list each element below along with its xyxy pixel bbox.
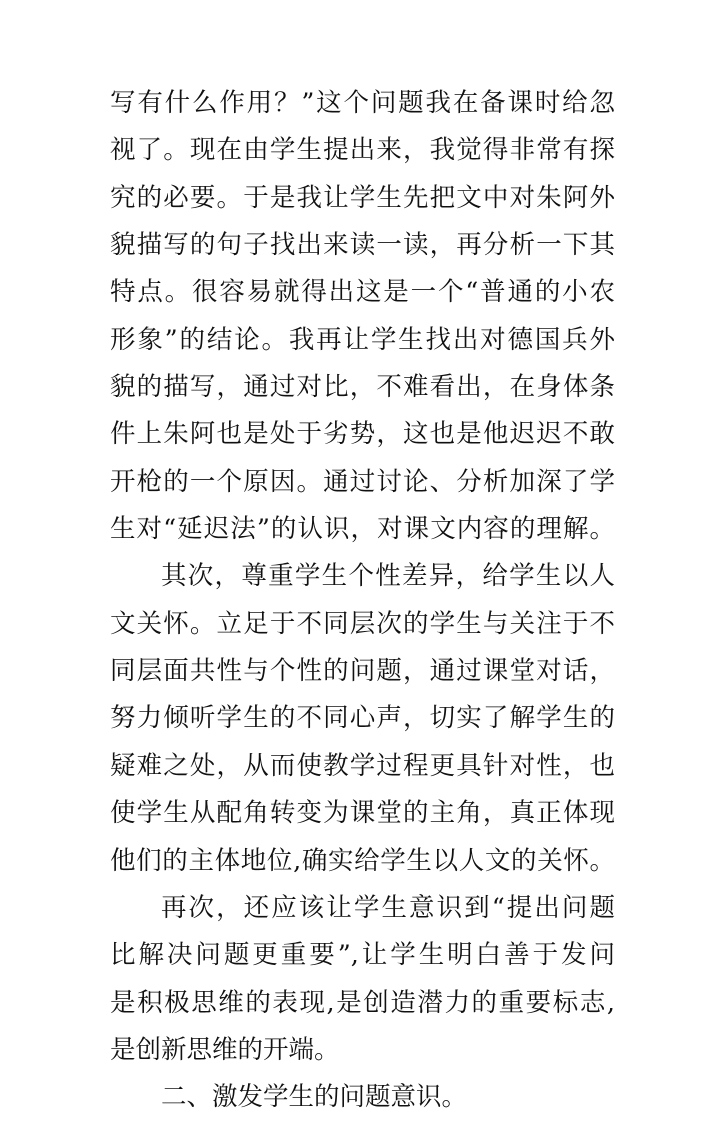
text-line: 开枪的一个原因。通过讨论、分析加深了学: [110, 466, 615, 497]
text-line: 他们的主体地位,确实给学生以人文的关怀。: [110, 845, 615, 876]
text-line: 使学生从配角转变为课堂的主角，真正体现: [110, 798, 615, 829]
text-line: 努力倾听学生的不同心声，切实了解学生的: [110, 703, 615, 734]
text-line: 其次，尊重学生个性差异，给学生以人: [161, 561, 615, 592]
text-line: 形象”的结论。我再让学生找出对德国兵外: [110, 324, 615, 355]
text-line: 是创新思维的开端。: [110, 1034, 340, 1065]
text-line: 究的必要。于是我让学生先把文中对朱阿外: [110, 182, 615, 213]
text-line: 特点。很容易就得出这是一个“普通的小农: [110, 277, 615, 308]
text-line: 比解决问题更重要”,让学生明白善于发问: [110, 940, 615, 971]
text-line: 件上朱阿也是处于劣势，这也是他迟迟不敢: [110, 419, 615, 450]
text-line: 是积极思维的表现,是创造潜力的重要标志,: [110, 987, 615, 1018]
text-line: 再次，还应该让学生意识到“提出问题: [161, 892, 615, 923]
text-line: 同层面共性与个性的问题，通过课堂对话，: [110, 656, 615, 687]
text-line: 疑难之处，从而使教学过程更具针对性，也: [110, 750, 615, 781]
section-heading: 二、激发学生的问题意识。: [161, 1082, 468, 1113]
text-line: 生对“延迟法”的认识，对课文内容的理解。: [110, 514, 615, 545]
body-text: [110, 80, 615, 1122]
text-line: 貌的描写，通过对比，不难看出，在身体条: [110, 372, 615, 403]
text-line: 貌描写的句子找出来读一读，再分析一下其: [110, 230, 615, 261]
text-line: 文关怀。立足于不同层次的学生与关注于不: [110, 608, 615, 639]
text-line: 写有什么作用？”这个问题我在备课时给忽: [110, 88, 615, 118]
text-line: 视了。现在由学生提出来，我觉得非常有探: [110, 135, 615, 166]
